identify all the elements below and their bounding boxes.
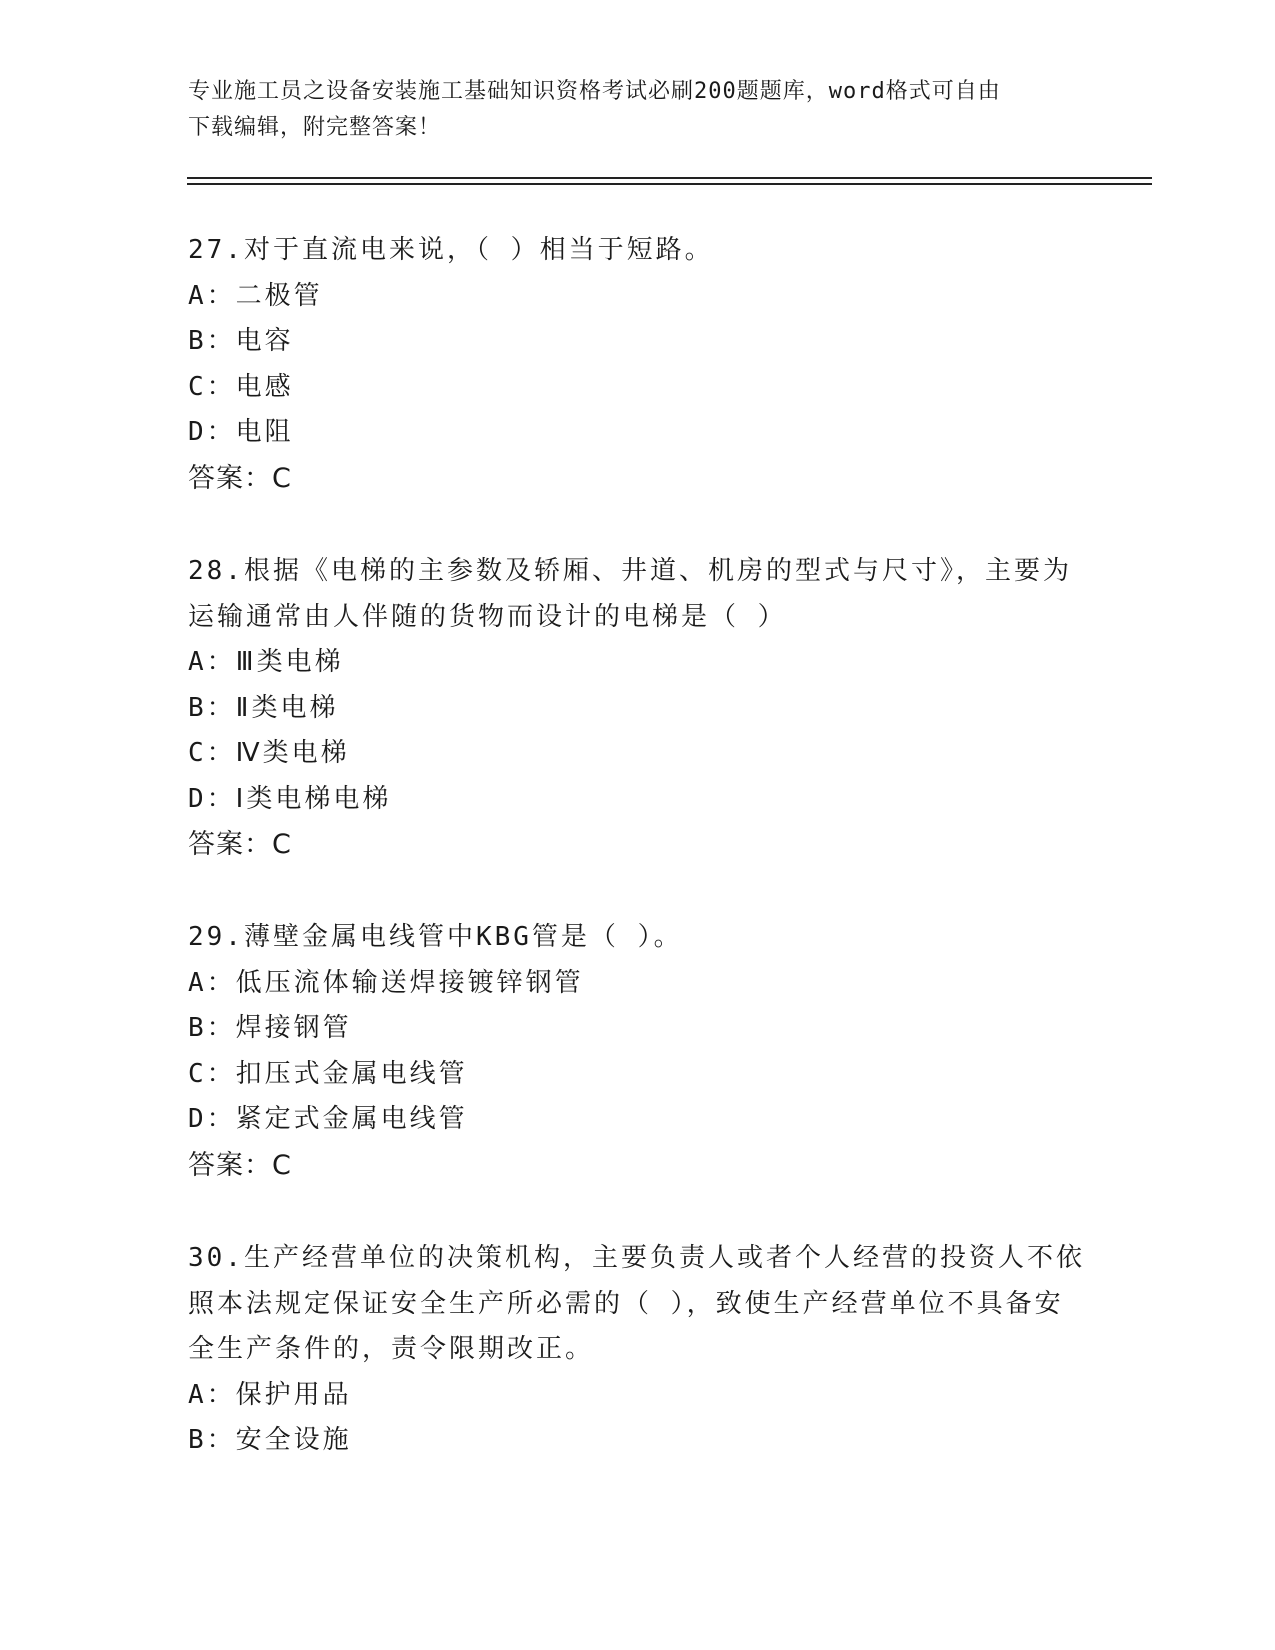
header-divider-top <box>187 177 1152 179</box>
header-line-1: 专业施工员之设备安装施工基础知识资格考试必刷200题题库，word格式可自由 <box>188 79 1001 104</box>
question-stem: 29.薄壁金属电线管中KBG管是（ ）。 <box>188 922 683 952</box>
answer-line: 答案：C <box>188 1149 292 1181</box>
question-stem-line-1: 30.生产经营单位的决策机构，主要负责人或者个人经营的投资人不依 <box>188 1243 1085 1273</box>
option-d: D：电阻 <box>188 417 294 447</box>
question-stem-line-1: 28.根据《电梯的主参数及轿厢、井道、机房的型式与尺寸》，主要为 <box>188 556 1072 586</box>
question-28 <box>188 549 1088 868</box>
question-stem-line-2: 照本法规定保证安全生产所必需的（ ），致使生产经营单位不具备安 <box>188 1288 1064 1319</box>
option-b: B：焊接钢管 <box>188 1013 352 1043</box>
option-b: B：Ⅱ类电梯 <box>188 692 339 723</box>
question-stem: 27.对于直流电来说，（ ）相当于短路。 <box>188 235 714 265</box>
question-29 <box>188 915 1088 1188</box>
option-a: A：保护用品 <box>188 1379 352 1410</box>
option-a: A：二极管 <box>188 280 323 311</box>
header-divider-bottom <box>187 183 1152 185</box>
option-b: B：安全设施 <box>188 1425 352 1455</box>
question-27 <box>188 228 1088 501</box>
option-b: B：电容 <box>188 326 294 356</box>
option-a: A：Ⅲ类电梯 <box>188 647 344 677</box>
option-a: A：低压流体输送焊接镀锌钢管 <box>188 967 584 998</box>
answer-line: 答案：C <box>188 829 292 860</box>
option-c: C：电感 <box>188 371 294 402</box>
header-line-2: 下载编辑，附完整答案！ <box>188 115 442 140</box>
option-c: C：Ⅳ类电梯 <box>188 738 350 768</box>
question-30 <box>188 1236 1088 1464</box>
answer-line: 答案：C <box>188 462 292 494</box>
question-stem-line-2: 运输通常由人伴随的货物而设计的电梯是（ ） <box>188 601 787 632</box>
option-d: D：Ⅰ类电梯电梯 <box>188 783 392 814</box>
option-c: C：扣压式金属电线管 <box>188 1058 468 1089</box>
question-stem-line-3: 全生产条件的，责令限期改正。 <box>188 1334 595 1364</box>
option-d: D：紧定式金属电线管 <box>188 1104 468 1134</box>
document-header <box>188 74 1068 146</box>
